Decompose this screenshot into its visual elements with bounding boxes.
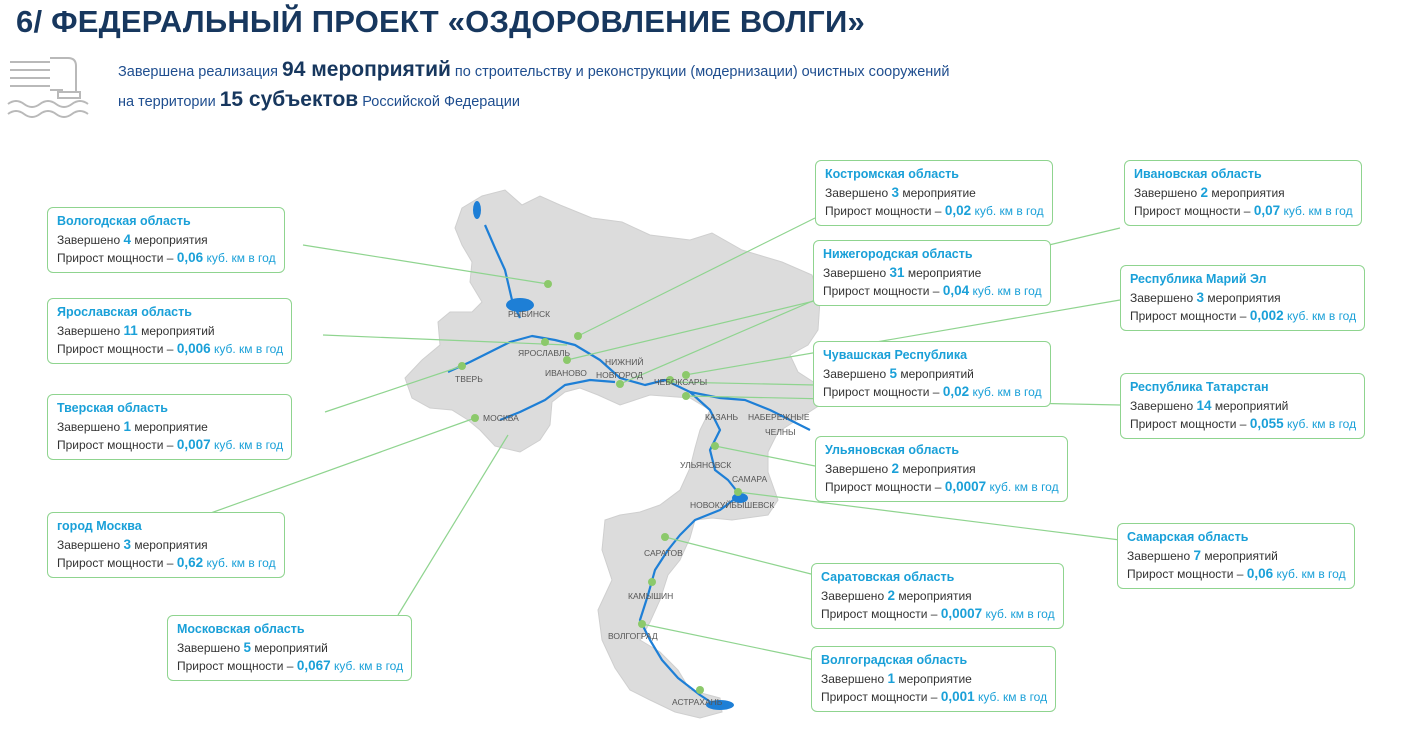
label: Прирост мощности – (57, 556, 177, 570)
label: мероприятия (898, 461, 976, 476)
events-line (821, 670, 1047, 689)
city-label: САМАРА (732, 474, 768, 484)
events-line (823, 264, 1042, 283)
events-line (1134, 184, 1353, 203)
capacity-value: 0,007 (176, 437, 211, 452)
label: мероприятие (894, 671, 972, 686)
region-card-kostroma[interactable] (815, 160, 1053, 226)
city-dot-saratov (661, 533, 669, 541)
events-line (57, 322, 283, 341)
events-count: 3 (1196, 289, 1204, 305)
city-dot-kazan (682, 392, 690, 400)
capacity-value: 0,04 (942, 283, 970, 298)
label: мероприятия (1207, 185, 1285, 200)
label: Прирост мощности – (823, 284, 943, 298)
capacity-line (821, 688, 1047, 707)
unit: куб. км в год (986, 480, 1059, 494)
capacity-line (825, 202, 1044, 221)
events-line (825, 184, 1044, 203)
capacity-line (57, 554, 276, 573)
region-name: Ульяновская область (825, 443, 960, 457)
label: мероприятие (904, 265, 982, 280)
region-card-moscow-region[interactable] (167, 615, 412, 681)
capacity-line (1127, 565, 1346, 584)
capacity-line (1134, 202, 1353, 221)
events-count: 14 (1196, 397, 1212, 413)
city-label: РЫБИНСК (508, 309, 551, 319)
capacity-line (57, 436, 283, 455)
city-label: НИЖНИЙ (605, 357, 644, 367)
events-count: 2 (887, 587, 895, 603)
label: Прирост мощности – (57, 251, 177, 265)
region-name: город Москва (57, 519, 142, 533)
region-card-saratov[interactable] (811, 563, 1064, 629)
events-count: 5 (889, 365, 897, 381)
label: Завершено (821, 671, 885, 686)
city-dot-astrakhan (696, 686, 704, 694)
region-name: Московская область (177, 622, 305, 636)
label: Прирост мощности – (1134, 204, 1254, 218)
label: Завершено (1127, 548, 1191, 563)
capacity-line (823, 383, 1042, 402)
city-label: НОВГОРОД (596, 370, 643, 380)
events-count: 3 (891, 184, 899, 200)
label: Завершено (57, 323, 121, 338)
city-label: АСТРАХАНЬ (672, 697, 723, 707)
city-label: ЧЕЛНЫ (765, 427, 796, 437)
label: Завершено (57, 232, 121, 247)
label: Завершено (825, 185, 889, 200)
unit: куб. км в год (203, 251, 276, 265)
capacity-value: 0,02 (944, 203, 972, 218)
capacity-value: 0,02 (942, 384, 970, 399)
unit: куб. км в год (982, 607, 1055, 621)
label: Завершено (1134, 185, 1198, 200)
label: Завершено (177, 640, 241, 655)
unit: куб. км в год (210, 438, 284, 452)
city-dot-vologda (544, 280, 552, 288)
region-card-moscow-city[interactable] (47, 512, 285, 578)
city-dot-kamyshin (648, 578, 656, 586)
capacity-line (825, 478, 1059, 497)
events-line (57, 536, 276, 555)
events-count: 7 (1193, 547, 1201, 563)
events-count: 4 (123, 231, 131, 247)
unit: куб. км в год (330, 659, 404, 673)
label: Прирост мощности – (821, 607, 941, 621)
label: Прирост мощности – (57, 438, 177, 452)
events-count: 2 (1200, 184, 1208, 200)
region-card-yaroslavl[interactable] (47, 298, 292, 364)
city-label: НОВОКУЙБЫШЕВСК (690, 500, 775, 510)
city-label: НАБЕРЕЖНЫЕ (748, 412, 810, 422)
events-line (1127, 547, 1346, 566)
intro-text-part: Российской Федерации (358, 94, 520, 110)
label: Завершено (823, 265, 887, 280)
capacity-value: 0,055 (1249, 416, 1284, 431)
page-title: 6/ ФЕДЕРАЛЬНЫЙ ПРОЕКТ «ОЗДОРОВЛЕНИЕ ВОЛГИ» (16, 4, 865, 39)
capacity-value: 0,62 (176, 555, 204, 570)
region-name: Ярославская область (57, 305, 192, 319)
label: Завершено (823, 366, 887, 381)
intro-subjects-count: 15 субъектов (219, 88, 359, 111)
region-name: Нижегородская область (823, 247, 973, 261)
region-card-tatarstan[interactable] (1120, 373, 1365, 439)
events-line (57, 231, 276, 250)
capacity-value: 0,006 (176, 341, 211, 356)
unit: куб. км в год (969, 284, 1042, 298)
capacity-line (177, 657, 403, 676)
events-count: 3 (123, 536, 131, 552)
region-card-ivanovo[interactable] (1124, 160, 1362, 226)
events-count: 1 (123, 418, 131, 434)
label: Завершено (57, 419, 121, 434)
capacity-line (823, 282, 1042, 301)
city-dot-nizhny (616, 380, 624, 388)
events-count: 11 (123, 322, 138, 338)
label: мероприятия (894, 588, 972, 603)
label: мероприятие (130, 419, 208, 434)
label: Прирост мощности – (823, 385, 943, 399)
label: Прирост мощности – (57, 342, 177, 356)
label: мероприятий (137, 323, 215, 338)
region-name: Саратовская область (821, 570, 955, 584)
capacity-line (1130, 307, 1356, 326)
label: Завершено (57, 537, 121, 552)
region-card-vologda[interactable] (47, 207, 285, 273)
region-card-chuvashia[interactable] (813, 341, 1051, 407)
capacity-line (57, 340, 283, 359)
city-label: ВОЛГОГРАД (608, 631, 658, 641)
unit: куб. км в год (971, 204, 1044, 218)
region-card-mari-el[interactable] (1120, 265, 1365, 331)
events-count: 1 (887, 670, 895, 686)
events-count: 2 (891, 460, 899, 476)
city-label: УЛЬЯНОВСК (680, 460, 732, 470)
region-card-nizhny-novgorod[interactable] (813, 240, 1051, 306)
region-name: Чувашская Республика (823, 348, 968, 362)
region-name: Ивановская область (1134, 167, 1262, 181)
events-line (1130, 289, 1356, 308)
label: мероприятий (250, 640, 328, 655)
city-label: КАМЫШИН (628, 591, 674, 601)
capacity-value: 0,067 (296, 658, 331, 673)
capacity-value: 0,002 (1249, 308, 1284, 323)
region-name: Тверская область (57, 401, 168, 415)
city-dot-ulyanovsk (711, 442, 719, 450)
events-line (825, 460, 1059, 479)
intro-events-count: 94 мероприятий (282, 58, 451, 81)
label: Прирост мощности – (825, 204, 945, 218)
city-dot-kostroma (574, 332, 582, 340)
events-line (177, 639, 403, 658)
city-dot-yaroslavl (541, 338, 549, 346)
label: мероприятия (1203, 290, 1281, 305)
capacity-value: 0,0007 (944, 479, 987, 494)
region-card-volgograd[interactable] (811, 646, 1056, 712)
label: мероприятие (898, 185, 976, 200)
label: Прирост мощности – (177, 659, 297, 673)
unit: куб. км в год (210, 342, 284, 356)
label: Прирост мощности – (1130, 417, 1250, 431)
events-line (57, 418, 283, 437)
events-line (821, 587, 1055, 606)
city-label: КАЗАНЬ (705, 412, 739, 422)
city-dot-volgograd (638, 620, 646, 628)
unit: куб. км в год (969, 385, 1042, 399)
unit: куб. км в год (974, 690, 1048, 704)
events-line (823, 365, 1042, 384)
label: Прирост мощности – (1130, 309, 1250, 323)
events-line (1130, 397, 1356, 416)
region-name: Республика Татарстан (1130, 380, 1269, 394)
city-dot-tver (458, 362, 466, 370)
intro-text-part: на территории (118, 94, 220, 110)
label: мероприятий (1200, 548, 1278, 563)
region-name: Костромская область (825, 167, 959, 181)
region-card-ulyanovsk[interactable] (815, 436, 1068, 502)
city-label: МОСКВА (483, 413, 519, 423)
unit: куб. км в год (1283, 417, 1357, 431)
events-count: 5 (243, 639, 251, 655)
city-label: ЯРОСЛАВЛЬ (518, 348, 571, 358)
capacity-value: 0,06 (176, 250, 204, 265)
capacity-value: 0,0007 (940, 606, 983, 621)
region-name: Республика Марий Эл (1130, 272, 1267, 286)
region-name: Вологодская область (57, 214, 191, 228)
capacity-line (57, 249, 276, 268)
city-label: САРАТОВ (644, 548, 683, 558)
label: мероприятий (1211, 398, 1289, 413)
leader-line-moscow-region (398, 435, 508, 615)
capacity-line (1130, 415, 1356, 434)
label: Прирост мощности – (1127, 567, 1247, 581)
city-label: ИВАНОВО (545, 368, 587, 378)
capacity-line (821, 605, 1055, 624)
city-label: ТВЕРЬ (455, 374, 483, 384)
city-label: ЧЕБОКСАРЫ (654, 377, 708, 387)
label: Завершено (825, 461, 889, 476)
capacity-value: 0,07 (1253, 203, 1281, 218)
label: Завершено (1130, 290, 1194, 305)
label: Прирост мощности – (825, 480, 945, 494)
events-count: 31 (889, 264, 905, 280)
label: мероприятия (130, 537, 208, 552)
unit: куб. км в год (1283, 309, 1357, 323)
label: Завершено (1130, 398, 1194, 413)
city-dot-moscow (471, 414, 479, 422)
region-name: Волгоградская область (821, 653, 968, 667)
region-card-samara[interactable] (1117, 523, 1355, 589)
intro-text-part: Завершена реализация (118, 64, 283, 80)
intro-text-part: по строительству и реконструкции (модернизации) очистных сооружений (450, 64, 950, 80)
label: мероприятий (896, 366, 974, 381)
unit: куб. км в год (203, 556, 276, 570)
label: Прирост мощности – (821, 690, 941, 704)
capacity-value: 0,001 (940, 689, 975, 704)
city-dot-samara (734, 488, 742, 496)
unit: куб. км в год (1273, 567, 1346, 581)
region-card-tver[interactable] (47, 394, 292, 460)
label: Завершено (821, 588, 885, 603)
label: мероприятия (130, 232, 208, 247)
unit: куб. км в год (1280, 204, 1353, 218)
region-name: Самарская область (1127, 530, 1249, 544)
leader-line-volgograd (642, 624, 815, 660)
capacity-value: 0,06 (1246, 566, 1274, 581)
leader-line-saratov (665, 537, 815, 575)
